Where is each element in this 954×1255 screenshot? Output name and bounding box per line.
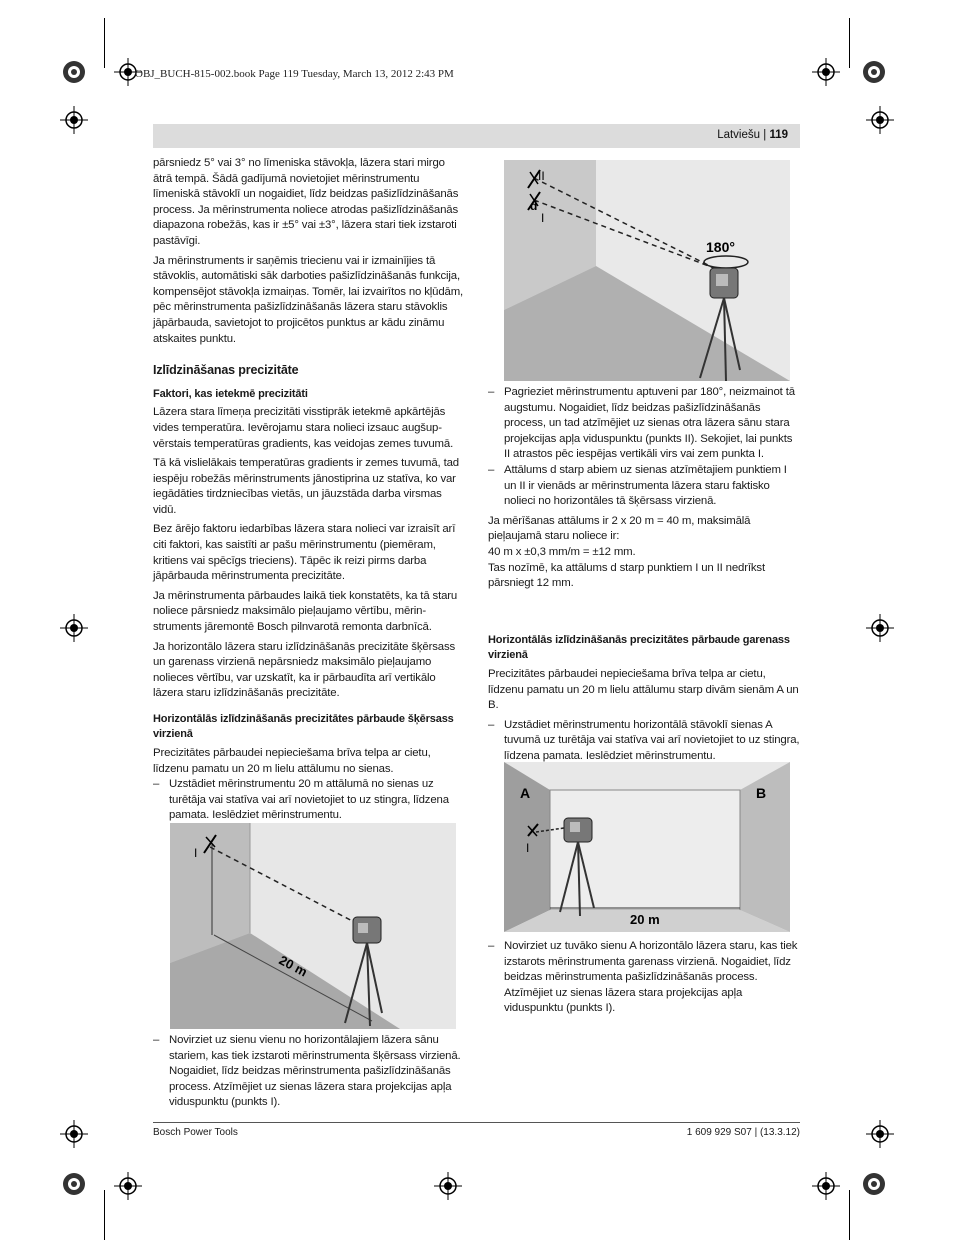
figure-longitudinal-setup [504,762,790,932]
subsection-heading: Horizontālās izlīdzināšanās precizitātes pārbaude šķērsass virzienā [153,713,454,740]
crosshair-mark-icon [866,106,894,134]
crop-line [849,1190,850,1240]
dash-bullet: – [488,940,495,952]
list-item-text: Novirziet uz sienu vienu no horizontālajiem lāzera sānu stariem, kas tiek izstaroti mērinstrumenta šķērsass virzienā. Nogaidiet, līdz beidzas mērinstrumenta pašizlīdzināšanās process. Atzīmējiet uz sienas lāzera stara projekcijas apļa viduspunktu (punkts I). [169,1034,461,1109]
paragraph: Ja mērīšanas attālums ir 2 x 20 m = 40 m, maksimālā pieļaujamā staru noliece ir: [488,514,751,543]
footer-brand: Bosch Power Tools [153,1127,238,1138]
list-item [488,939,800,1017]
crosshair-mark-icon [114,1172,142,1200]
crosshair-mark-icon [434,1172,462,1200]
left-column [153,156,465,824]
paragraph: Ja mērinstrumenta pārbaudes laikā tiek konstatēts, ka tā staru noliece pārsniedz maksimālo pieļaujamo vērtību, mērin-struments jāremontē Bosch pilnvarotā remonta darbnīcā. [153,589,458,634]
dash-bullet: – [488,386,495,398]
right-column [488,385,800,596]
registration-mark-icon [62,1172,86,1196]
point-label-bottom: I [541,211,545,225]
crosshair-mark-icon [812,58,840,86]
paragraph: 40 m x ±0,3 mm/m = ±12 mm. [488,545,636,558]
list-item [488,385,800,463]
section-heading: Izlīdzināšanas precizitāte [153,363,299,378]
paragraph: Bez ārējo faktoru iedarbības lāzera stara nolieci var izraisīt arī citi faktori, kas saistīti ar pašu mērinstrumentu (piemēram, kritiens vai spēcīgs trieciens). Tāpēc ik reizi pirms darba jāpārbauda mērinstrumenta precizitāte. [153,523,456,583]
figure-rotation-setup [504,160,790,381]
paragraph: Ja mērinstruments ir saņēmis triecienu vai ir izmainījies tā stāvoklis, automātiski sāk darboties pašizlīdzināšanās funkcija, kompensējot stāvokļa izmaiņas. Tomēr, lai izvairītos no kļūdām, pēc mērinstrumenta pašizlīdzināšanās lāzera staru stāvoklis jāpārbauda, savietojot to projicētos punktus ar kādu zināmu atskaites punktu. [153,254,464,345]
book-info-line: OBJ_BUCH-815-002.book Page 119 Tuesday, March 13, 2012 2:43 PM [135,68,454,80]
crosshair-mark-icon [60,1120,88,1148]
distance-label: 20 m [276,952,310,980]
list-item-text: Novirziet uz tuvāko sienu A horizontālo lāzera staru, kas tiek izstarots mērinstrumenta garenass virzienā. Nogaidiet, līdz beidzas mērinstrumenta pašizlīdzināšanās process. Atzīmējiet uz sienas lāzera stara projekcijas apļa viduspunktu (punkts I). [504,940,798,1015]
subsection-heading: Horizontālās izlīdzināšanās precizitātes pārbaude garenass virzienā [488,634,790,661]
wall-a-label: A [520,785,531,801]
list-item-text: Uzstādiet mērinstrumentu 20 m attālumā no sienas uz turētāja vai statīva vai arī novietojiet to uz stingra, līdzena pamata. Ieslēdziet mērinstrumentu. [169,778,449,822]
footer-divider [153,1122,800,1123]
right-column-bottom [488,939,800,1017]
rotation-angle-label: 180° [706,239,735,255]
crosshair-mark-icon [866,1120,894,1148]
page-number: 119 [769,129,788,141]
crosshair-mark-icon [866,614,894,642]
paragraph: Lāzera stara līmeņa precizitāti visstiprāk ietekmē apkārtējās vides temperatūra. Ievērojamu stara nolieci izsauc augšup-vērstais temperatūras gradients, kas veidojas zemes tuvumā. [153,406,454,450]
crop-line [849,18,850,68]
list-item-text: Attālums d starp abiem uz sienas atzīmētajiem punktiem I un II ir vienāds ar mērinstrumenta lāzera staru faktisko nolieci no horizontāles tā šķērsass virzienā. [504,463,787,508]
figure-transverse-setup [170,823,456,1029]
paragraph: Tā kā vislielākais temperatūras gradients ir zemes tuvumā, tad iespēju robežās mērinstruments jānostiprina uz statīva, ko var iegādāties tirdzniecības vietās, un jāuzstāda darba virsmas vidū. [153,457,459,516]
dash-bullet: – [488,463,495,476]
paragraph: Precizitātes pārbaudei nepieciešama brīva telpa ar cietu, līdzenu pamatu un 20 m lielu attālumu no sienas. [153,747,431,775]
point-label-top: II [538,169,545,183]
point-label: I [194,846,198,860]
list-item [488,718,800,765]
right-column-section [488,623,800,765]
subsection-heading: Faktori, kas ietekmē precizitāti [153,387,308,400]
list-item [153,777,465,824]
crop-line [104,18,105,68]
registration-mark-icon [62,60,86,84]
distance-label: 20 m [630,912,660,927]
dash-bullet: – [153,778,160,791]
registration-mark-icon [862,60,886,84]
page-header [153,124,800,148]
crosshair-mark-icon [60,106,88,134]
paragraph: Precizitātes pārbaudei nepieciešama brīva telpa ar cietu, līdzenu pamatu un 20 m lielu attālumu starp divām sienām A un B. [488,668,799,712]
crop-line [104,1190,105,1240]
dash-bullet: – [488,718,495,731]
crosshair-mark-icon [60,614,88,642]
header-separator: | [763,129,767,141]
paragraph: Tas nozīmē, ka attālums d starp punktiem I un II nedrīkst pārsniegt 12 mm. [488,561,765,590]
wall-b-label: B [756,785,767,801]
paragraph: pārsniedz 5° vai 3° no līmeniska stāvokļa, lāzera stari mirgo ātrā tempā. Šādā gadījumā novietojiet mērinstrumentu līmeniskā stāvoklī un nogaidiet, līdz beidzas pašizlīdzināšanās process. Ja mērinstrumenta noliece atrodas pašizlīdzināšanās diapazona robežās, kas ir ±5° vai ±3°, lāzera stari tiek izstaroti pastāvīgi. [153,157,459,247]
distance-d-label: d [530,199,538,213]
left-column-bottom [153,1033,465,1111]
list-item-text: Pagrieziet mērinstrumentu aptuveni par 180°, neizmainot tā augstumu. Nogaidiet, līdz beidzas pašizlīdzināšanās process, un tad atzīmējiet uz sienas otra lāzera sānu stara projekcijas apļa viduspunktu (punkts II). Sekojiet, lai punkts II atrastos pēc iespējas vertikāli virs vai zem punkta I. [504,386,795,461]
list-item-text: Uzstādiet mērinstrumentu horizontālā stāvoklī sienas A tuvumā uz turētāja vai statīva vai arī novietojiet to uz stingra, līdzena pamata. Ieslēdziet mērinstrumentu. [504,718,800,762]
registration-mark-icon [862,1172,886,1196]
list-item [153,1033,465,1111]
dash-bullet: – [153,1034,160,1046]
list-item [488,463,800,510]
footer-doc-number: 1 609 929 S07 | (13.3.12) [686,1127,800,1138]
paragraph: Ja horizontālo lāzera staru izlīdzināšanās precizitāte šķērsass un garenass virzienā nepārsniedz maksimālo pieļaujamo nolieces vērtību, var uzskatīt, ka ir pārbaudīta arī vertikālo lāzera staru izlīdzināšanās precizitāte. [153,640,456,700]
header-text [717,129,788,141]
crosshair-mark-icon [812,1172,840,1200]
point-label: I [526,841,530,855]
header-language: Latviešu [717,129,761,141]
